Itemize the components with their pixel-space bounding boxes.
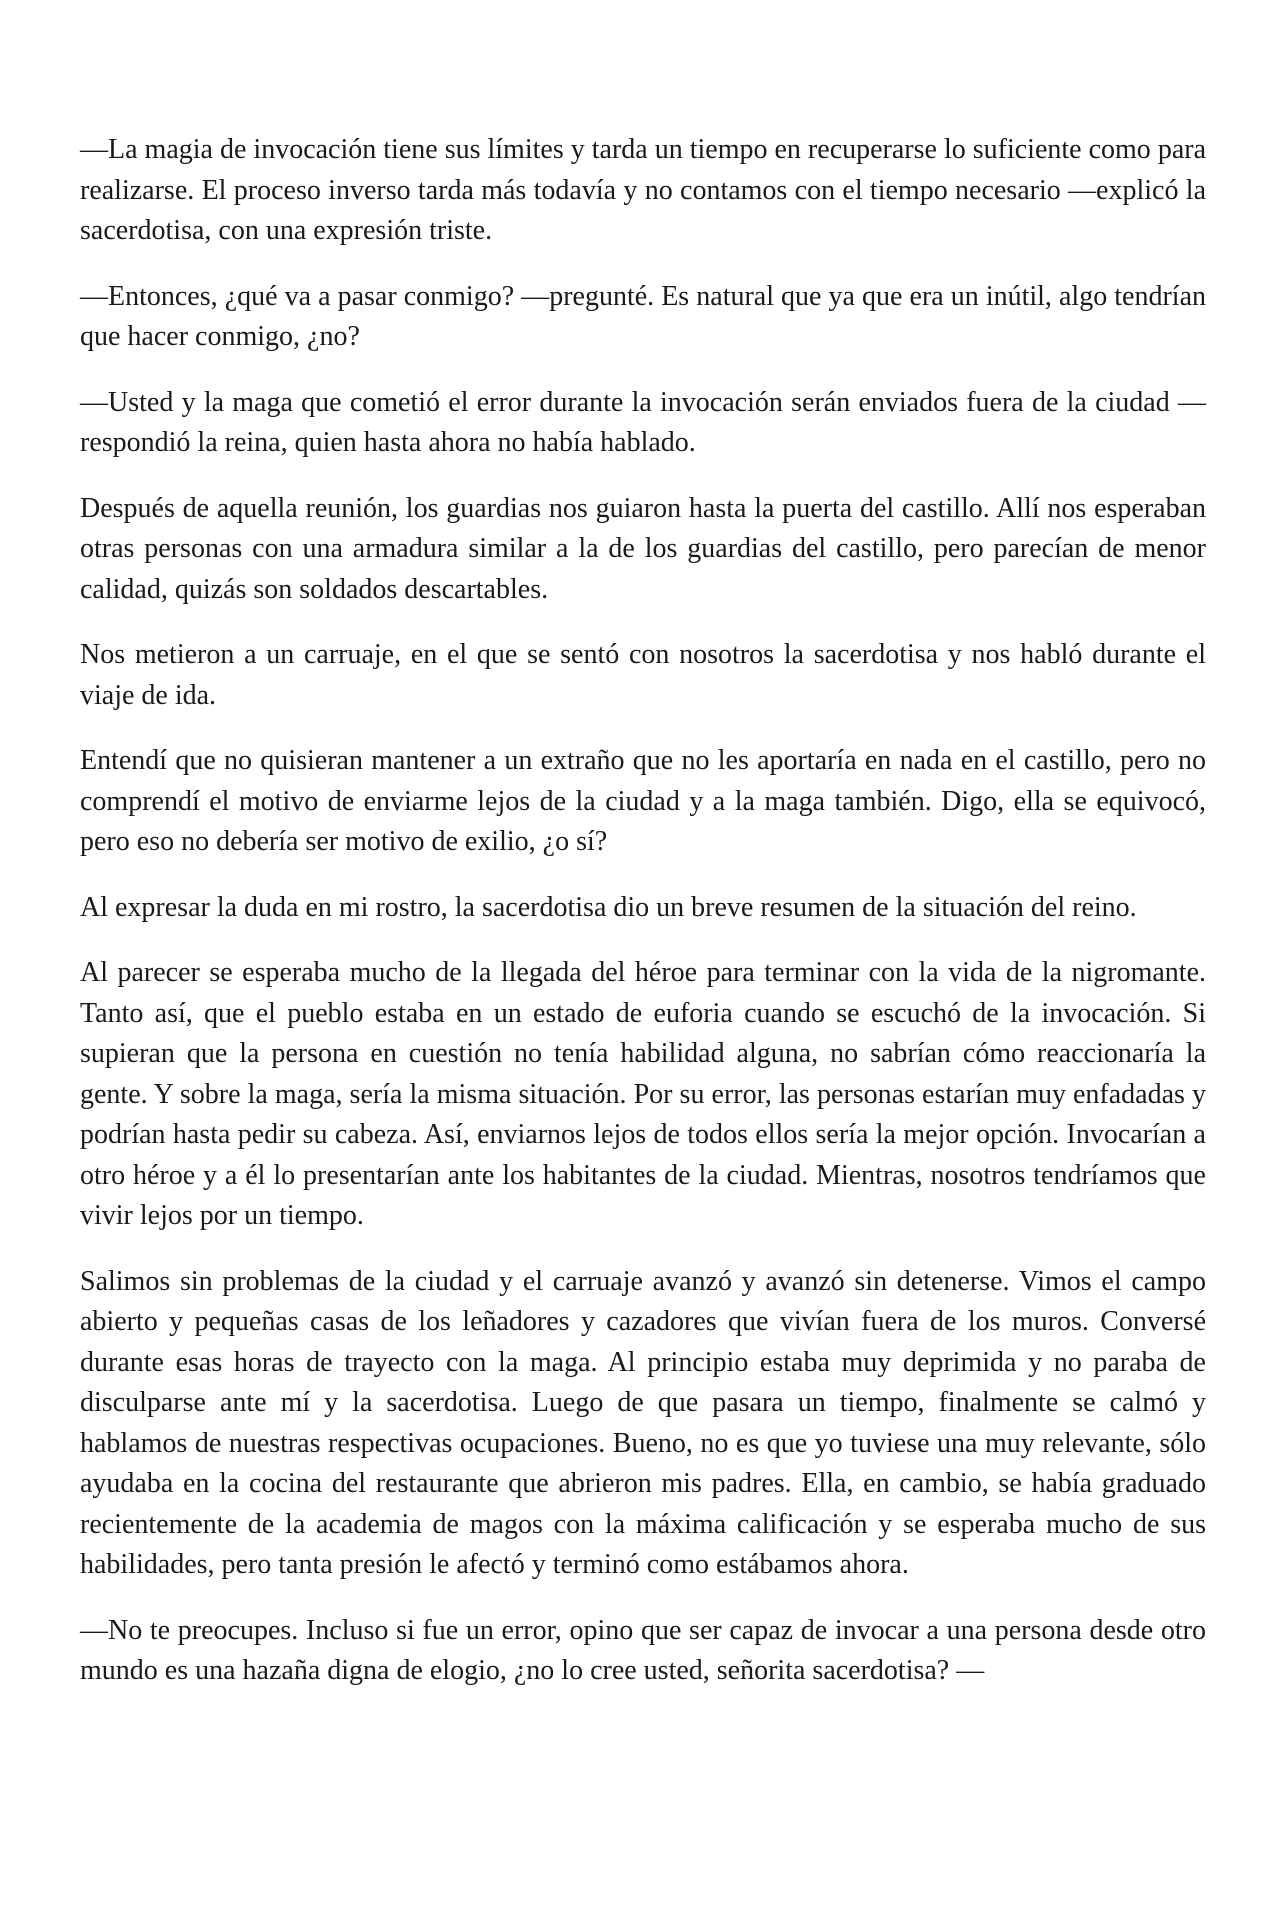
- paragraph: Al parecer se esperaba mucho de la llegada del héroe para terminar con la vida de la nigromante. Tanto así, que el pueblo estaba en un estado de euforia cuando se escuchó de la invocación. Si supieran que la persona en cuestión no tenía habilidad alguna, no sabrían cómo reaccionaría la gente. Y sobre la maga, sería la misma situación. Por su error, las personas estarían muy enfadadas y podrían hasta pedir su cabeza. Así, enviarnos lejos de todos ellos sería la mejor opción. Invocarían a otro héroe y a él lo presentarían ante los habitantes de la ciudad. Mientras, nosotros tendríamos que vivir lejos por un tiempo.: [80, 957, 1206, 1231]
- text-body: [80, 130, 1206, 1692]
- paragraph: Salimos sin problemas de la ciudad y el carruaje avanzó y avanzó sin detenerse. Vimos el campo abierto y pequeñas casas de los leñadores y cazadores que vivían fuera de los muros. Conversé durante esas horas de trayecto con la maga. Al principio estaba muy deprimida y no paraba de disculparse ante mí y la sacerdotisa. Luego de que pasara un tiempo, finalmente se calmó y hablamos de nuestras respectivas ocupaciones. Bueno, no es que yo tuviese una muy relevante, sólo ayudaba en la cocina del restaurante que abrieron mis padres. Ella, en cambio, se había graduado recientemente de la academia de magos con la máxima calificación y se esperaba mucho de sus habilidades, pero tanta presión le afectó y terminó como estábamos ahora.: [80, 1265, 1206, 1580]
- paragraph: Nos metieron a un carruaje, en el que se sentó con nosotros la sacerdotisa y nos habló durante el viaje de ida.: [80, 639, 1206, 711]
- paragraph: —No te preocupes. Incluso si fue un error, opino que ser capaz de invocar a una persona desde otro mundo es una hazaña digna de elogio, ¿no lo cree usted, señorita sacerdotisa? —: [80, 1614, 1206, 1686]
- paragraph: —La magia de invocación tiene sus límites y tarda un tiempo en recuperarse lo suficiente como para realizarse. El proceso inverso tarda más todavía y no contamos con el tiempo necesario —explicó la sacerdotisa, con una expresión triste.: [80, 134, 1206, 246]
- paragraph: Al expresar la duda en mi rostro, la sacerdotisa dio un breve resumen de la situación del reino.: [80, 891, 1137, 923]
- paragraph: —Entonces, ¿qué va a pasar conmigo? —pregunté. Es natural que ya que era un inútil, algo tendrían que hacer conmigo, ¿no?: [80, 280, 1206, 352]
- paragraph: Después de aquella reunión, los guardias nos guiaron hasta la puerta del castillo. Allí nos esperaban otras personas con una armadura similar a la de los guardias del castillo, pero parecían de menor calidad, quizás son soldados descartables.: [80, 492, 1206, 605]
- paragraph: Entendí que no quisieran mantener a un extraño que no les aportaría en nada en el castillo, pero no comprendí el motivo de enviarme lejos de la ciudad y a la maga también. Digo, ella se equivocó, pero eso no debería ser motivo de exilio, ¿o sí?: [80, 745, 1206, 857]
- paragraph: —Usted y la maga que cometió el error durante la invocación serán enviados fuera de la ciudad —respondió la reina, quien hasta ahora no había hablado.: [80, 386, 1206, 458]
